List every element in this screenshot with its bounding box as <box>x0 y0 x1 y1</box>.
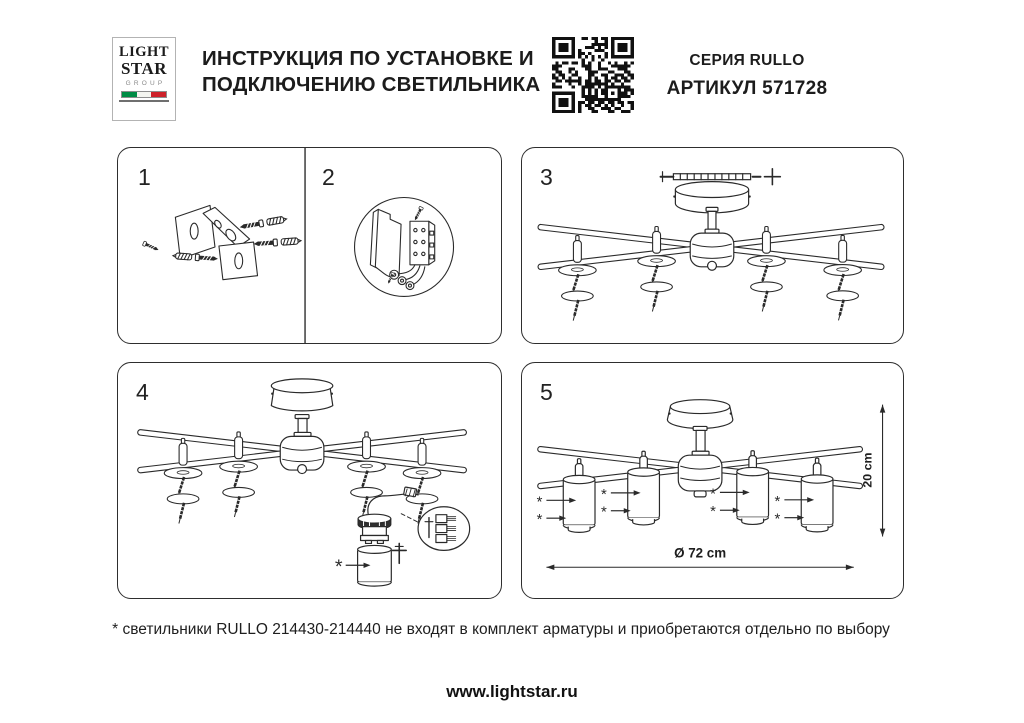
footnote-marker: * <box>334 556 343 579</box>
logo-group: GROUP <box>125 80 166 87</box>
product-info <box>622 52 872 100</box>
screw-icon <box>142 241 159 252</box>
article-label: АРТИКУЛ 571728 <box>666 78 828 99</box>
canopy-stem-hub <box>271 379 333 474</box>
shade-pointer <box>710 504 740 520</box>
shade-attachment-diagram <box>118 363 501 598</box>
lightstar-logo <box>112 37 176 121</box>
footnote-marker: * <box>601 504 607 521</box>
shade-pointer <box>537 512 567 528</box>
shade-pointer <box>601 505 631 521</box>
cylinder-shade <box>563 459 595 533</box>
canopy-stem-hub <box>673 182 751 271</box>
footnote-marker: * <box>601 486 607 503</box>
step-number-2: 2 <box>322 164 335 190</box>
panel-step-5 <box>521 362 904 599</box>
screw-icon <box>253 237 301 247</box>
step-number-3: 3 <box>540 164 553 190</box>
footnote-marker: * <box>710 504 716 521</box>
height-dimension-label: 20 cm <box>860 452 875 488</box>
lamp-holder <box>559 236 597 321</box>
title-line-2: ПОДКЛЮЧЕНИЮ СВЕТИЛЬНИКА <box>202 73 541 96</box>
step-number-5: 5 <box>540 379 553 405</box>
step-number-4: 4 <box>136 379 149 405</box>
italy-flag-icon <box>121 91 167 98</box>
wiring-detail <box>355 197 454 296</box>
canopy-stem-hub <box>667 400 732 497</box>
step-number-1: 1 <box>138 164 151 190</box>
final-dimensions-diagram <box>522 363 903 598</box>
panel-steps-1-2 <box>117 147 502 344</box>
bracket-and-wiring-diagram <box>118 148 501 343</box>
lamp-holder <box>824 235 862 320</box>
panel-step-4 <box>117 362 502 599</box>
footnote-marker: * <box>774 493 781 510</box>
footnote-marker: * <box>536 512 543 529</box>
lamp-holder <box>164 438 202 523</box>
footnote: * светильники RULLO 214430-214440 не входят в комплект арматуры и приобретаются отдельно по выбору <box>112 621 890 638</box>
page-title <box>202 46 540 98</box>
shade-pointer <box>775 512 805 528</box>
footnote-marker: * <box>710 486 716 503</box>
title-line-1: ИНСТРУКЦИЯ ПО УСТАНОВКЕ И <box>202 47 534 70</box>
logo-underline <box>119 100 169 102</box>
series-label: СЕРИЯ RULLO <box>689 52 805 69</box>
diameter-dimension-label: Ø 72 cm <box>674 545 727 561</box>
screw-icon <box>239 216 287 231</box>
panel-step-3 <box>521 147 904 344</box>
footnote-marker: * <box>536 494 543 511</box>
logo-star: STAR <box>120 59 168 78</box>
logo-light: LIGHT <box>118 44 170 60</box>
footnote-marker: * <box>774 511 781 528</box>
cylinder-shade <box>801 458 833 532</box>
website-url: www.lightstar.ru <box>446 682 578 701</box>
mounting-bracket <box>175 205 257 279</box>
frame-assembly-diagram <box>522 148 903 343</box>
